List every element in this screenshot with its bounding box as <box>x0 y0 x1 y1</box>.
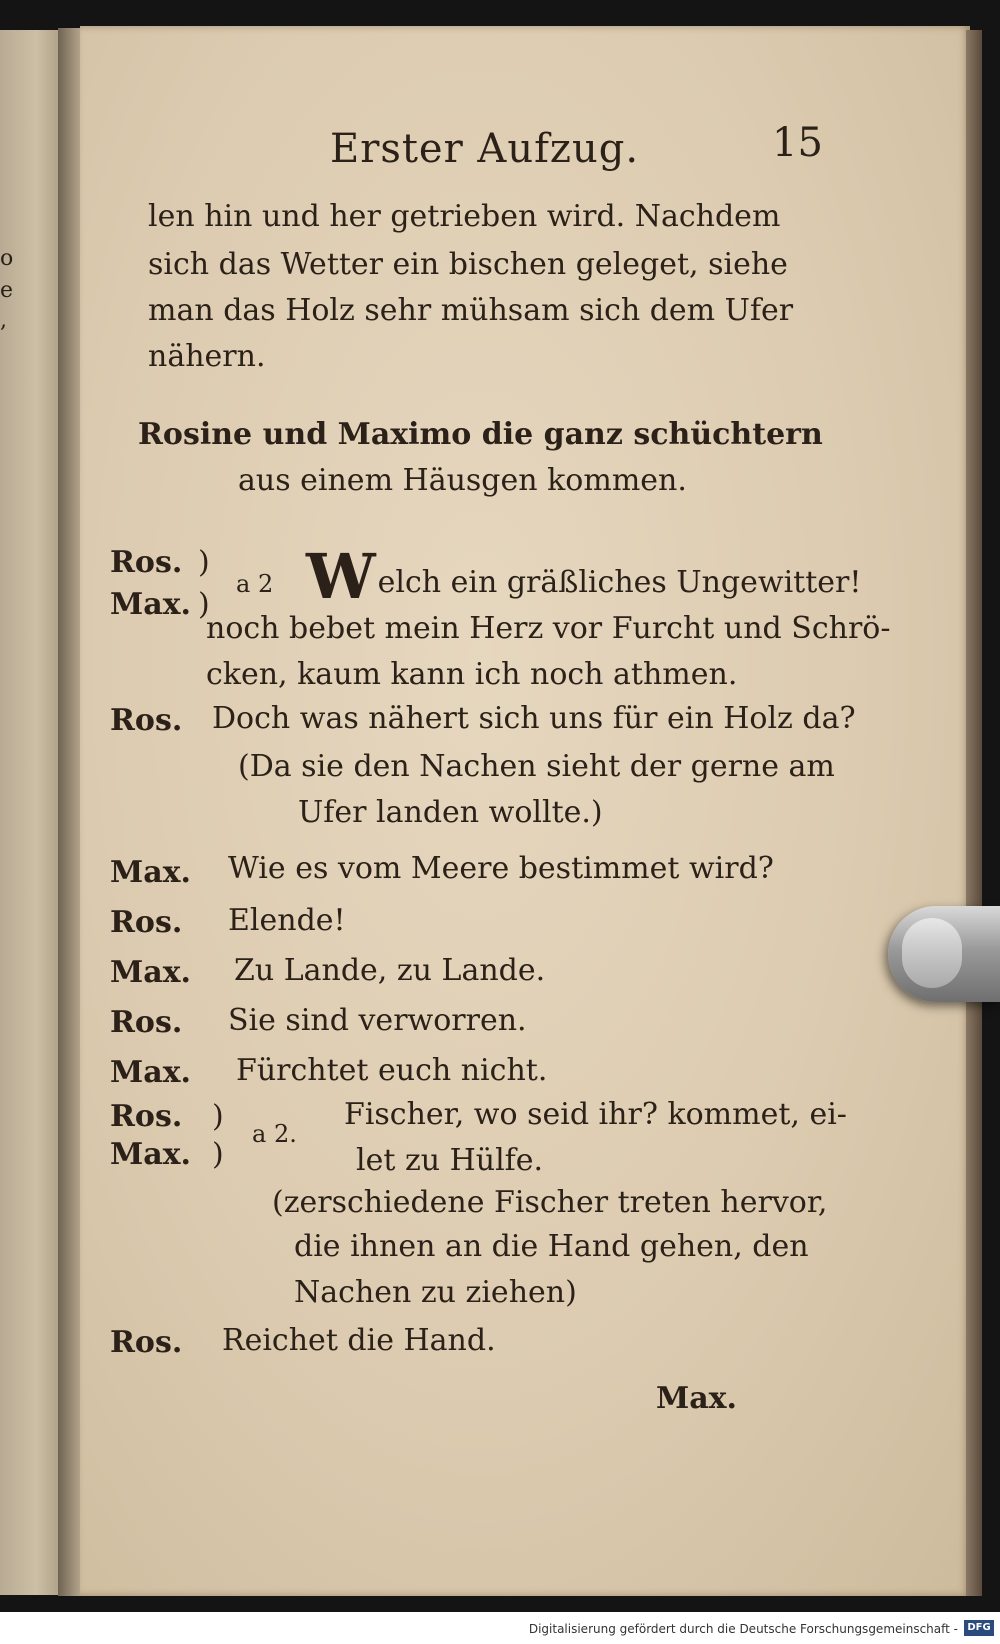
page-edge-shadow <box>966 30 982 1596</box>
stage-direction-line: Ufer landen wollte.) <box>298 795 603 830</box>
stage-direction-line: sich das Wetter ein bischen geleget, siehe <box>148 247 788 282</box>
duet-marker: a 2 <box>236 570 274 598</box>
speaker-label: Ros. <box>110 545 183 580</box>
speaker-label: Max. <box>110 855 191 890</box>
page-clip <box>888 906 1000 1002</box>
page-number: 15 <box>772 120 823 166</box>
dialogue-text: elch ein gräßliches Ungewitter! <box>377 565 862 600</box>
dialogue-line: Reichet die Hand. <box>222 1323 496 1358</box>
speaker-label: Ros. <box>110 1005 183 1040</box>
speaker-label: Max. <box>110 955 191 990</box>
bracket: ) <box>198 545 210 580</box>
stage-direction-line: len hin und her getrieben wird. Nachdem <box>148 199 781 234</box>
scene-heading-line: aus einem Häusgen kommen. <box>238 463 687 498</box>
speaker-label: Max. <box>110 587 191 622</box>
speaker-label: Ros. <box>110 1325 183 1360</box>
stage-direction-line: nähern. <box>148 339 266 374</box>
speaker-label: Max. <box>110 1137 191 1172</box>
bracket: ) <box>212 1137 224 1172</box>
dialogue-line: let zu Hülfe. <box>356 1143 544 1178</box>
stage-direction-line: Nachen zu ziehen) <box>294 1275 577 1310</box>
dialogue-line: cken, kaum kann ich noch athmen. <box>206 657 738 692</box>
clip-highlight <box>902 918 962 988</box>
dialogue-line: noch bebet mein Herz vor Furcht und Schrö- <box>206 611 891 646</box>
scene-heading-line: Rosine und Maximo die ganz schüchtern <box>138 417 823 452</box>
dialogue-line: Doch was nähert sich uns für ein Holz da? <box>212 701 856 736</box>
bracket: ) <box>212 1099 224 1134</box>
catchword: Max. <box>656 1381 737 1416</box>
dialogue-line: Zu Lande, zu Lande. <box>234 953 546 988</box>
stage-direction-line: die ihnen an die Hand gehen, den <box>294 1229 809 1264</box>
dialogue-line: Elende! <box>228 903 346 938</box>
speaker-label: Ros. <box>110 1099 183 1134</box>
dialogue-line: Fischer, wo seid ihr? kommet, ei- <box>344 1097 847 1132</box>
dialogue-line: Sie sind verworren. <box>228 1003 527 1038</box>
left-page-edge <box>0 30 66 1595</box>
speaker-label: Ros. <box>110 703 183 738</box>
left-page-mark: e <box>0 278 14 303</box>
dfg-logo: DFG <box>964 1620 994 1636</box>
left-page-mark: o <box>0 246 14 271</box>
speaker-label: Max. <box>110 1055 191 1090</box>
bracket: ) <box>198 587 210 622</box>
left-page-mark: , <box>0 308 7 333</box>
drop-cap: W <box>306 540 376 613</box>
dialogue-line: Wie es vom Meere bestimmet wird? <box>228 851 774 886</box>
footer-credit: Digitalisierung gefördert durch die Deutsche Forschungsgemeinschaft - <box>528 1622 958 1636</box>
speaker-label: Ros. <box>110 905 183 940</box>
dialogue-line <box>306 540 862 613</box>
duet-marker: a 2. <box>252 1120 297 1148</box>
stage-direction-line: man das Holz sehr mühsam sich dem Ufer <box>148 293 794 328</box>
page-header-title: Erster Aufzug. <box>330 126 640 172</box>
dialogue-line: Fürchtet euch nicht. <box>236 1053 548 1088</box>
footer-bar <box>0 1612 1000 1644</box>
stage-direction-line: (zerschiedene Fischer treten hervor, <box>272 1185 828 1220</box>
stage-direction-line: (Da sie den Nachen sieht der gerne am <box>238 749 835 784</box>
